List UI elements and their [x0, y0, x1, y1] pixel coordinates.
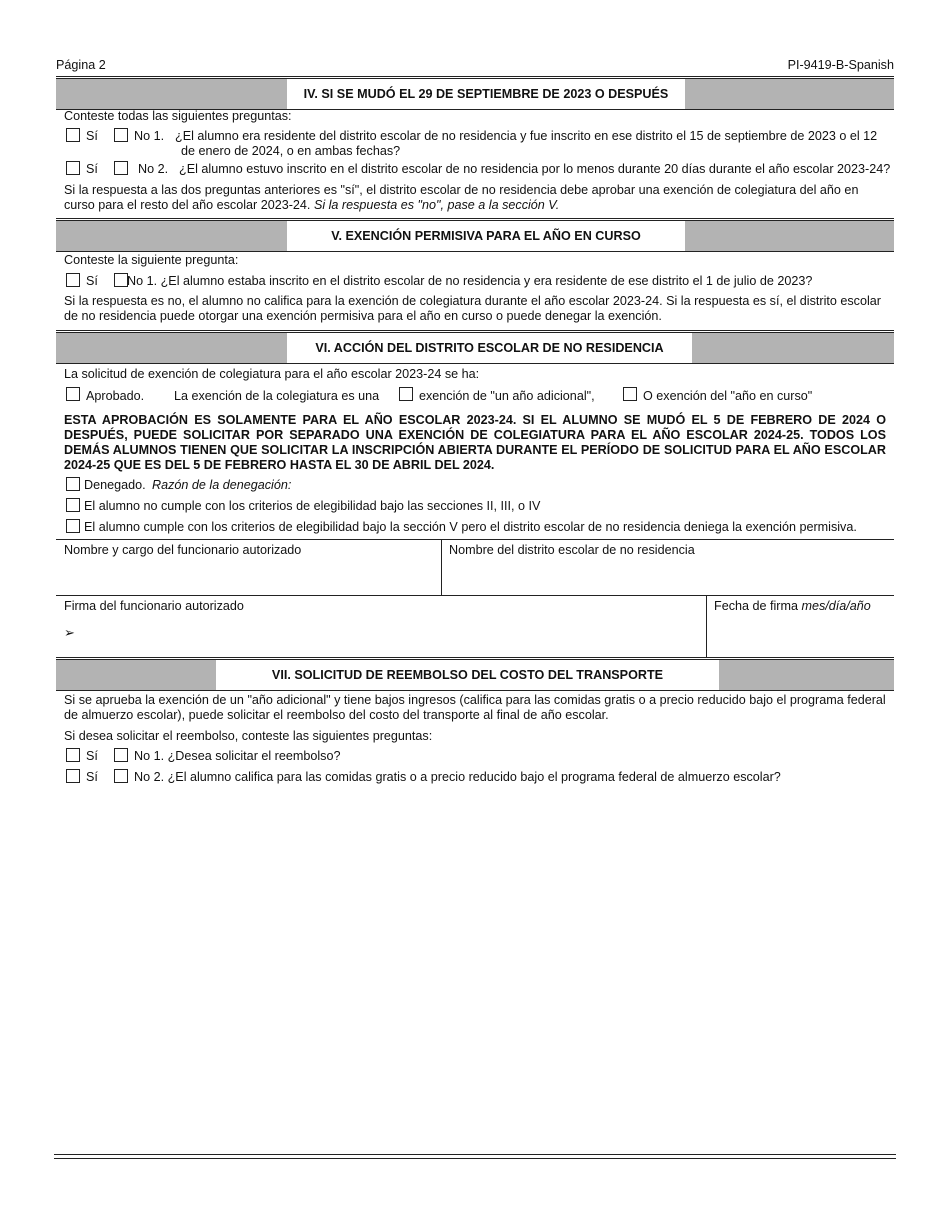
s7-intro: Si desea solicitar el reembolso, conteste las siguientes preguntas: [64, 729, 433, 743]
denied-reason-label: Razón de la denegación: [152, 478, 292, 492]
extra-year-checkbox[interactable] [399, 387, 413, 401]
s4-q2-no-checkbox[interactable] [114, 161, 128, 175]
page-header [56, 58, 894, 74]
s7-q2-no-checkbox[interactable] [114, 769, 128, 783]
reason1-checkbox[interactable] [66, 498, 80, 512]
s4-note: Si la respuesta a las dos preguntas anteriores es "sí", el distrito escolar de no residencia debe aprobar una exención de colegiatura del año en curso para el resto del año escolar 2023-24. Si la respuesta es "no", pase a la sección V. [64, 183, 859, 212]
s4-q2-text: ¿El alumno estuvo inscrito en el distrito escolar de no residencia por lo menos durante 20 días durante el año escolar 2023-24? [179, 162, 891, 176]
section-iv [56, 76, 894, 216]
section-vii [56, 657, 894, 797]
current-year-label: O exención del "año en curso" [643, 389, 813, 403]
official-name-field[interactable]: Nombre y cargo del funcionario autorizado [64, 543, 302, 557]
approved-label: Aprobado. [86, 389, 145, 403]
section-iv-title: IV. SI SE MUDÓ EL 29 DE SEPTIEMBRE DE 2023 O DESPUÉS [303, 87, 669, 101]
no-label: No 2. [138, 162, 169, 176]
reason2-checkbox[interactable] [66, 519, 80, 533]
s5-q1-text: No 1. ¿El alumno estaba inscrito en el distrito escolar de no residencia y era residente de ese distrito el 1 de julio de 2023? [127, 274, 813, 288]
section-vi-header [56, 330, 894, 364]
section-vi-intro: La solicitud de exención de colegiatura para el año escolar 2023-24 se ha: [64, 367, 480, 381]
reason2-label: El alumno cumple con los criterios de elegibilidad bajo la sección V pero el distrito escolar de no residencia deniega la exención permisiva. [84, 520, 857, 534]
yes-label: Sí [86, 162, 98, 176]
s7-q1-no-checkbox[interactable] [114, 748, 128, 762]
section-vii-title: VII. SOLICITUD DE REEMBOLSO DEL COSTO DEL TRANSPORTE [271, 668, 664, 682]
extra-year-label: exención de "un año adicional", [419, 389, 595, 403]
form-id: PI-9419-B-Spanish [787, 58, 894, 72]
section-v-intro: Conteste la siguiente pregunta: [64, 253, 239, 267]
reason1-label: El alumno no cumple con los criterios de elegibilidad bajo las secciones II, III, o IV [84, 499, 541, 513]
s7-q1-yes-checkbox[interactable] [66, 748, 80, 762]
section-v [56, 218, 894, 328]
s4-q2-yes-checkbox[interactable] [66, 161, 80, 175]
s7-q2-text: No 2. ¿El alumno califica para las comidas gratis o a precio reducido bajo el programa federal de almuerzo escolar? [134, 770, 781, 784]
section-v-header [56, 218, 894, 252]
footer-rule [54, 1154, 896, 1159]
page-number: Página 2 [56, 58, 106, 72]
approved-checkbox[interactable] [66, 387, 80, 401]
denied-label: Denegado. [84, 478, 146, 492]
signature-arrow-icon: ➢ [64, 625, 75, 640]
s7-q2-yes-checkbox[interactable] [66, 769, 80, 783]
s4-q1-text-cont: de enero de 2024, o en ambas fechas? [181, 144, 401, 158]
yes-label: Sí [86, 749, 98, 763]
section-iv-header [56, 76, 894, 110]
district-name-field[interactable]: Nombre del distrito escolar de no residencia [449, 543, 695, 557]
s5-note: Si la respuesta es no, el alumno no califica para la exención de colegiatura durante el año escolar 2023-24. Si la respuesta es sí, el distrito escolar de no residencia puede otorgar una exención permisiva para el año en curso o puede denegar la exención. [64, 294, 881, 323]
s5-q1-no-checkbox[interactable] [114, 273, 128, 287]
s4-q1-yes-checkbox[interactable] [66, 128, 80, 142]
s4-q1-text: ¿El alumno era residente del distrito escolar de no residencia y fue inscrito en ese distrito el 15 de septiembre de 2023 o el 12 [175, 129, 878, 143]
section-v-title: V. EXENCIÓN PERMISIVA PARA EL AÑO EN CURSO [331, 229, 641, 243]
section-iv-intro: Conteste todas las siguientes preguntas: [64, 109, 292, 123]
yes-label: Sí [86, 274, 98, 288]
s5-q1-yes-checkbox[interactable] [66, 273, 80, 287]
section-vi-title: VI. ACCIÓN DEL DISTRITO ESCOLAR DE NO RESIDENCIA [315, 341, 664, 355]
s7-q1-text: No 1. ¿Desea solicitar el reembolso? [134, 749, 341, 763]
approval-warning: ESTA APROBACIÓN ES SOLAMENTE PARA EL AÑO ESCOLAR 2023-24. SI EL ALUMNO SE MUDÓ EL 5 DE FEBRERO DE 2024 O DESPUÉS, PUEDE SOLICITAR POR SEPARADO UNA EXENCIÓN DE COLEGIATURA PARA EL AÑO ESCOLAR 2024-25. TODOS LOS DEMÁS ALUMNOS TIENEN QUE SOLICITAR LA INSCRIPCIÓN ABIERTA DURANTE EL PERÍODO DE SOLICITUD PARA EL AÑO ESCOLAR 2024-25 QUE ES DEL 5 DE FEBRERO HASTA EL 30 DE ABRIL DEL 2024. [64, 413, 886, 472]
signature-field[interactable]: Firma del funcionario autorizado [64, 599, 244, 613]
yes-label: Sí [86, 770, 98, 784]
approved-text: La exención de la colegiatura es una [174, 389, 380, 403]
denied-checkbox[interactable] [66, 477, 80, 491]
current-year-checkbox[interactable] [623, 387, 637, 401]
signature-date-field[interactable]: Fecha de firma mes/día/año [714, 599, 871, 613]
yes-label: Sí [86, 129, 98, 143]
no-label: No 1. [134, 129, 165, 143]
s4-q1-no-checkbox[interactable] [114, 128, 128, 142]
s7-note: Si se aprueba la exención de un "año adicional" y tiene bajos ingresos (califica para las comidas gratis o a precio reducido bajo el programa federal de almuerzo escolar), puede solicitar el reembolso del costo del transporte al final de año escolar. [64, 693, 886, 722]
section-vii-header [56, 657, 894, 691]
